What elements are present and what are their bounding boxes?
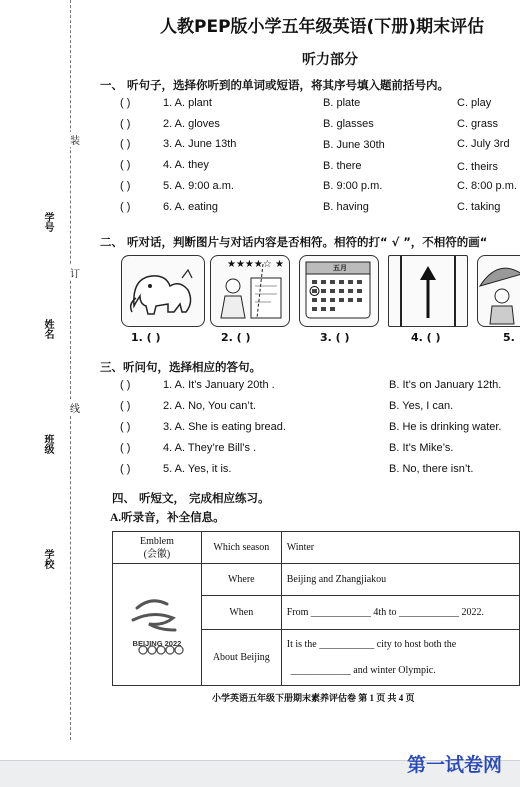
table-row (113, 532, 520, 564)
option-a: 5. A. Yes, it is. (163, 463, 232, 475)
option-c: C. theirs (457, 161, 498, 173)
option-b: B. It’s on January 12th. (389, 379, 502, 391)
elephant-icon (122, 256, 204, 326)
option-c: C. taking (457, 201, 501, 213)
emblem-header-cell (113, 532, 202, 564)
arrow-up-icon (389, 256, 467, 326)
option-b: B. It’s Mike’s. (389, 442, 454, 454)
binding-dashed-line (70, 0, 71, 740)
option-b: B. plate (323, 97, 361, 109)
picture-label-4[interactable]: 4. ( ) (411, 331, 441, 344)
option-a: 6. A. eating (163, 201, 219, 213)
page-title: 人教PEP版小学五年级英语(下册)期末评估 (160, 17, 485, 37)
picture-drawing (210, 255, 290, 327)
about-line-2: ____________ and winter Olympic. (290, 664, 436, 676)
option-b: B. He is drinking water. (389, 421, 502, 433)
option-a: 3. A. She is eating bread. (163, 421, 286, 433)
option-b: B. there (323, 160, 362, 172)
answer-bracket[interactable]: ( ) (120, 463, 131, 475)
section-4a-heading: A.听录音，补全信息。 (110, 512, 225, 524)
answer-bracket[interactable]: ( ) (120, 180, 131, 192)
option-b: B. having (323, 201, 369, 213)
binding-char-xian: 线 (70, 400, 80, 415)
emblem-label-cn: (会徽) (143, 548, 171, 560)
option-a: 2. A. gloves (163, 118, 220, 130)
about-beijing-fill-blank[interactable] (281, 630, 519, 686)
option-a: 5. A. 9:00 a.m. (163, 180, 234, 192)
stars-rating: ★★★★☆ ★ (227, 259, 284, 270)
answer-bracket[interactable]: ( ) (120, 442, 131, 454)
option-b: B. No, there isn’t. (389, 463, 474, 475)
option-a: 1. A. plant (163, 97, 212, 109)
answer-bracket[interactable]: ( ) (120, 159, 131, 171)
section-3-heading: 三、听问句，选择相应的答句。 (100, 360, 261, 374)
about-beijing-label: About Beijing (201, 630, 281, 686)
site-watermark: 第一试卷网 (407, 754, 503, 776)
answer-bracket[interactable]: ( ) (120, 97, 131, 109)
page-subtitle: 听力部分 (302, 52, 358, 68)
picture-label-3[interactable]: 3. ( ) (320, 331, 350, 344)
about-line-1: It is the ___________ city to host both the (286, 638, 457, 650)
option-b: B. glasses (323, 118, 374, 130)
option-a: 3. A. June 13th (163, 138, 237, 150)
page-footer: 小学英语五年级下册期末素养评估卷 第 1 页 共 4 页 (212, 693, 415, 703)
option-c: C. 8:00 p.m. (457, 180, 517, 192)
picture-elephant (121, 255, 205, 327)
picture-label-5[interactable]: 5. (503, 331, 515, 344)
picture-umbrella (477, 255, 520, 327)
season-value: Winter (281, 532, 519, 564)
emblem-label: Emblem (139, 535, 174, 547)
section-1-heading: 一、 听句子，选择你听到的单词或短语，将其序号填入题前括号内。 (100, 78, 449, 92)
binding-char-ding: 订 (70, 265, 80, 280)
option-b: B. Yes, I can. (389, 400, 454, 412)
umbrella-girl-icon (478, 256, 520, 326)
picture-one-way (388, 255, 468, 327)
when-label: When (201, 596, 281, 630)
where-label: Where (201, 564, 281, 596)
binding-margin (0, 0, 80, 760)
table-row (113, 564, 520, 596)
binding-char-zhuang: 装 (70, 132, 80, 147)
name-label: 姓名 (42, 319, 53, 339)
which-season-label: Which season (201, 532, 281, 564)
calendar-month: 五月 (333, 264, 347, 272)
answer-bracket[interactable]: ( ) (120, 421, 131, 433)
emblem-cell (113, 564, 202, 686)
picture-label-2[interactable]: 2. ( ) (221, 331, 251, 344)
option-a: 4. A. they (163, 159, 209, 171)
section-2-heading: 二、 听对话，判断图片与对话内容是否相符。相符的打“ √ ”，不相符的画“ (100, 235, 488, 249)
option-a: 2. A. No, You can’t. (163, 400, 256, 412)
when-fill-blank[interactable]: From ____________ 4th to ____________ 2022. (281, 596, 519, 630)
picture-label-1[interactable]: 1. ( ) (131, 331, 161, 344)
option-b: B. 9:00 p.m. (323, 180, 383, 192)
where-value: Beijing and Zhangjiakou (281, 564, 519, 596)
info-table (112, 531, 520, 686)
answer-bracket[interactable]: ( ) (120, 400, 131, 412)
answer-bracket[interactable]: ( ) (120, 201, 131, 213)
student-number-label: 学号 (42, 212, 53, 232)
option-c: C. play (457, 97, 492, 109)
option-b: B. June 30th (323, 139, 385, 151)
option-a: 4. A. They’re Bill’s . (163, 442, 257, 454)
answer-bracket[interactable]: ( ) (120, 138, 131, 150)
option-c: C. grass (457, 118, 498, 130)
answer-bracket[interactable]: ( ) (120, 379, 131, 391)
option-c: C. July 3rd (457, 138, 510, 150)
answer-bracket[interactable]: ( ) (120, 118, 131, 130)
class-label: 班级 (42, 434, 53, 454)
logo-text: BEIJING 2022 (132, 638, 182, 648)
school-label: 学校 (42, 549, 53, 569)
picture-calendar (299, 255, 379, 327)
beijing-2022-logo (119, 586, 195, 662)
section-4-heading: 四、 听短文， 完成相应练习。 (112, 491, 270, 505)
option-a: 1. A. It’s January 20th . (163, 379, 275, 391)
